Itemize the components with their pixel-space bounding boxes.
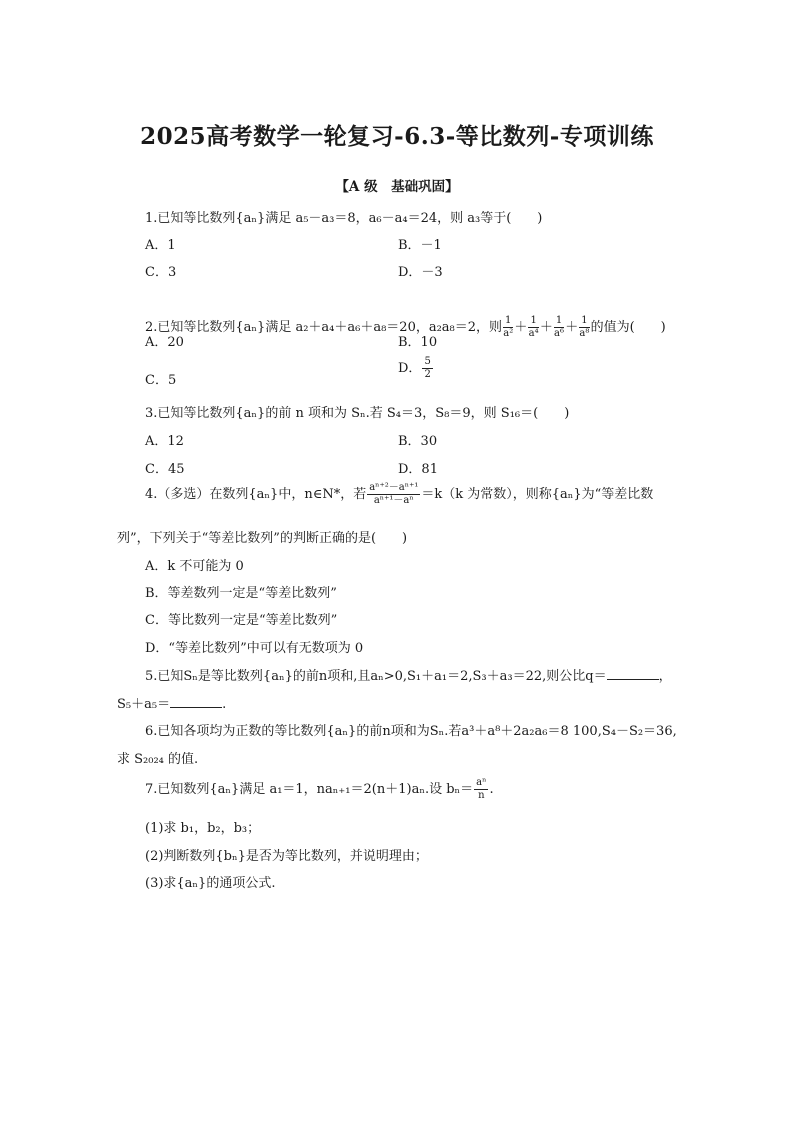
- q3-stem: 3.已知等比数列{aₙ}的前 n 项和为 Sₙ.若 S₄＝3，S₈＝9，则 S₁₆＝( ): [145, 406, 570, 421]
- q6-line1: 6.已知各项均为正数的等比数列{aₙ}的前n项和为Sₙ.若a³＋a⁸＋2a₂a₆＝8 100,S₄－S₂＝36,: [145, 724, 677, 739]
- q2-stem-before: 2.已知等比数列{aₙ}满足 a₂＋a₄＋a₆＋a₈＝20，a₂a₈＝2，则: [145, 320, 503, 335]
- q4-option-d: D．“等差比数列”中可以有无数项为 0: [145, 641, 364, 656]
- q3-option-c: C．45: [145, 462, 185, 477]
- q2-stem: 2.已知等比数列{aₙ}满足 a₂＋a₄＋a₆＋a₈＝20，a₂a₈＝2，则 $\frac{1}{\text{a²}}$ ＋ $\frac{1}{\text{a⁴}}$ ＋ $\frac{1}{\text{a⁶}}$ ＋ $\frac{1}{\text{a⁸}}$ 的值为( ): [145, 315, 666, 339]
- q2-option-d-fraction: $\frac{5}{2}$: [424, 356, 431, 380]
- q7-part-3: (3)求{aₙ}的通项公式.: [145, 876, 276, 891]
- q3-option-d: D．81: [398, 462, 438, 477]
- q5-answer-blank-2: [170, 696, 222, 708]
- q3-option-b: B．30: [398, 434, 438, 449]
- q2-fraction-1: $\frac{1}{\text{a²}}$: [503, 315, 514, 339]
- q1-option-a: A．1: [145, 238, 176, 253]
- q7-part-1: (1)求 b₁，b₂，b₃；: [145, 821, 261, 836]
- q4-stem-line2: 列”，下列关于“等差比数列”的判断正确的是( ): [117, 531, 408, 546]
- q7-part-2: (2)判断数列{bₙ}是否为等比数列，并说明理由；: [145, 849, 428, 864]
- q2-option-d: D． $\frac{5}{2}$: [398, 356, 431, 380]
- q6-line2: 求 S₂₀₂₄ 的值.: [117, 752, 199, 767]
- q2-option-c: C．5: [145, 373, 177, 388]
- q5-line2: S₅＋a₅＝ .: [117, 697, 227, 712]
- q7-stem: 7.已知数列{aₙ}满足 a₁＝1，naₙ₊₁＝2(n＋1)aₙ.设 bₙ＝ $\frac{\text{aⁿ}}{n}$ .: [145, 777, 494, 801]
- q1-option-c: C．3: [145, 265, 177, 280]
- section-heading: 【A 级 基础巩固】: [335, 179, 459, 195]
- q1-option-d: D．－3: [398, 265, 443, 280]
- q4-stem: 4.（多选）在数列{aₙ}中，n∈N*，若 $\frac{\text{aⁿ⁺²－aⁿ⁺¹}}{\text{aⁿ⁺¹－aⁿ}}$ ＝k（k 为常数），则称{aₙ}为“等差比数: [145, 482, 654, 506]
- q5-answer-blank-1: [607, 668, 659, 680]
- q2-fraction-3: $\frac{1}{\text{a⁶}}$: [554, 315, 564, 339]
- q1-stem: 1.已知等比数列{aₙ}满足 a₅－a₃＝8，a₆－a₄＝24，则 a₃等于( ): [145, 211, 543, 226]
- q5-line1: 5.已知Sₙ是等比数列{aₙ}的前n项和,且aₙ>0,S₁＋a₁＝2,S₃＋a₃＝22,则公比q＝ ，: [145, 669, 672, 684]
- q2-fraction-4: $\frac{1}{\text{a⁸}}$: [579, 315, 590, 339]
- page-title: 2025高考数学一轮复习-6.3-等比数列-专项训练: [140, 123, 654, 150]
- q4-fraction: $\frac{\text{aⁿ⁺²－aⁿ⁺¹}}{\text{aⁿ⁺¹－aⁿ}}$: [369, 482, 419, 506]
- q7-fraction: $\frac{\text{aⁿ}}{n}$: [476, 777, 487, 801]
- q2-option-b: B．10: [398, 335, 438, 350]
- q3-option-a: A．12: [145, 434, 184, 449]
- q1-option-b: B．－1: [398, 238, 442, 253]
- q2-option-a: A．20: [145, 335, 184, 350]
- q2-stem-after: 的值为( ): [590, 320, 666, 335]
- q4-option-a: A．k 不可能为 0: [145, 559, 244, 574]
- q2-fraction-2: $\frac{1}{\text{a⁴}}$: [528, 315, 539, 339]
- q4-option-c: C．等比数列一定是“等差比数列”: [145, 613, 338, 628]
- q4-option-b: B．等差数列一定是“等差比数列”: [145, 586, 337, 601]
